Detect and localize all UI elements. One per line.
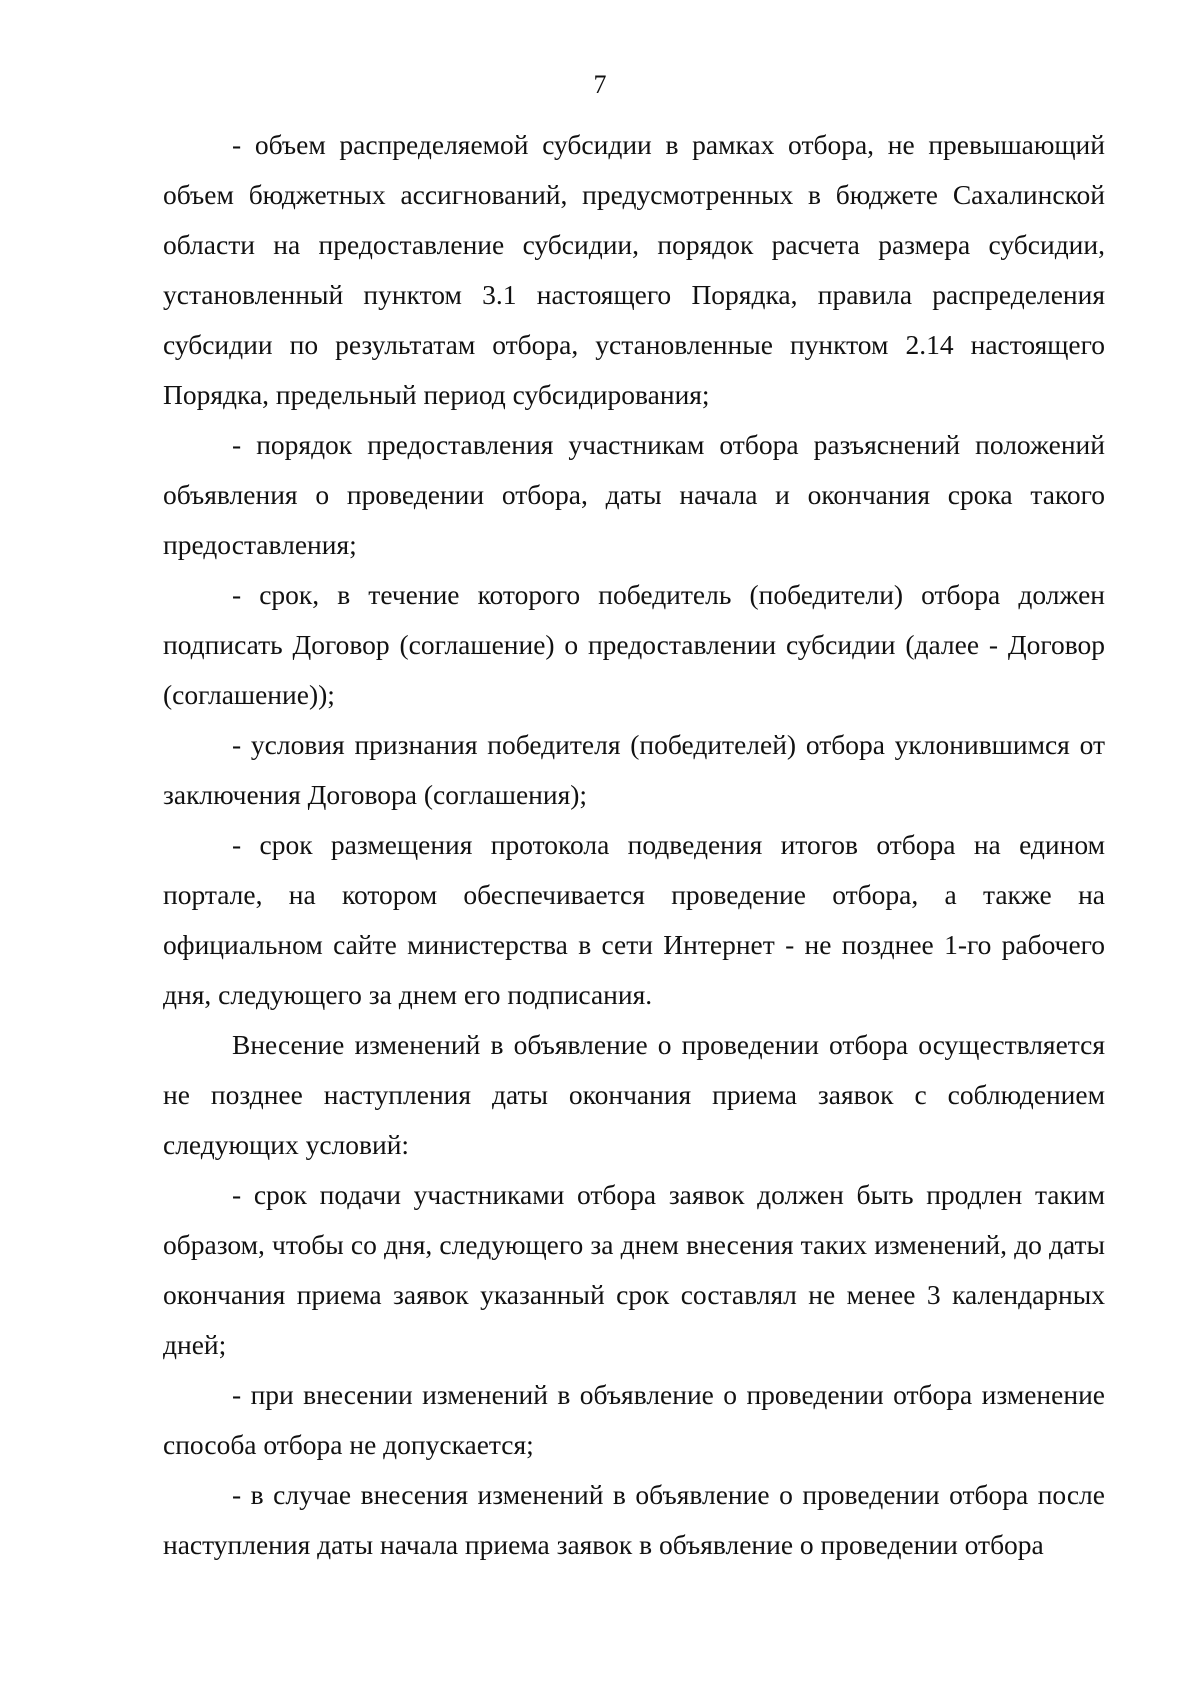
paragraph-subsidy-volume: - объем распределяемой субсидии в рамках отбора, не превышающий объем бюджетных ассигнований, предусмотренных в бюджете Сахалинской области на предоставление субсидии, порядок расчета размера субсидии, установленный пунктом 3.1 настоящего Порядка, правила распределения субсидии по результатам отбора, установленные пунктом 2.14 настоящего Порядка, предельный период субсидирования; (163, 129, 1105, 410)
paragraph-deadline-extension: - срок подачи участниками отбора заявок должен быть продлен таким образом, чтобы со дня, следующего за днем внесения таких изменений, до даты окончания приема заявок указанный срок составлял не менее 3 календарных дней; (163, 1179, 1105, 1360)
page-number: 7 (593, 70, 607, 99)
paragraph-method-unchanged: - при внесении изменений в объявление о проведении отбора изменение способа отбора не допускается; (163, 1379, 1105, 1460)
document-body (163, 120, 1105, 1570)
paragraph-clarification-procedure: - порядок предоставления участникам отбора разъяснений положений объявления о проведении отбора, даты начала и окончания срока такого предоставления; (163, 429, 1105, 560)
paragraph-protocol-publication: - срок размещения протокола подведения итогов отбора на едином портале, на котором обеспечивается проведение отбора, а также на официальном сайте министерства в сети Интернет - не позднее 1-го рабочего дня, следующего за днем его подписания. (163, 829, 1105, 1010)
paragraph-announcement-changes: Внесение изменений в объявление о проведении отбора осуществляется не позднее наступления даты окончания приема заявок с соблюдением следующих условий: (163, 1029, 1105, 1160)
paragraph-signing-deadline: - срок, в течение которого победитель (победители) отбора должен подписать Договор (соглашение) о предоставлении субсидии (далее - Договор (соглашение)); (163, 579, 1105, 710)
paragraph-evasion-conditions: - условия признания победителя (победителей) отбора уклонившимся от заключения Договора (соглашения); (163, 729, 1105, 810)
paragraph-changes-after-start: - в случае внесения изменений в объявление о проведении отбора после наступления даты начала приема заявок в объявление о проведении отбора (163, 1479, 1105, 1560)
